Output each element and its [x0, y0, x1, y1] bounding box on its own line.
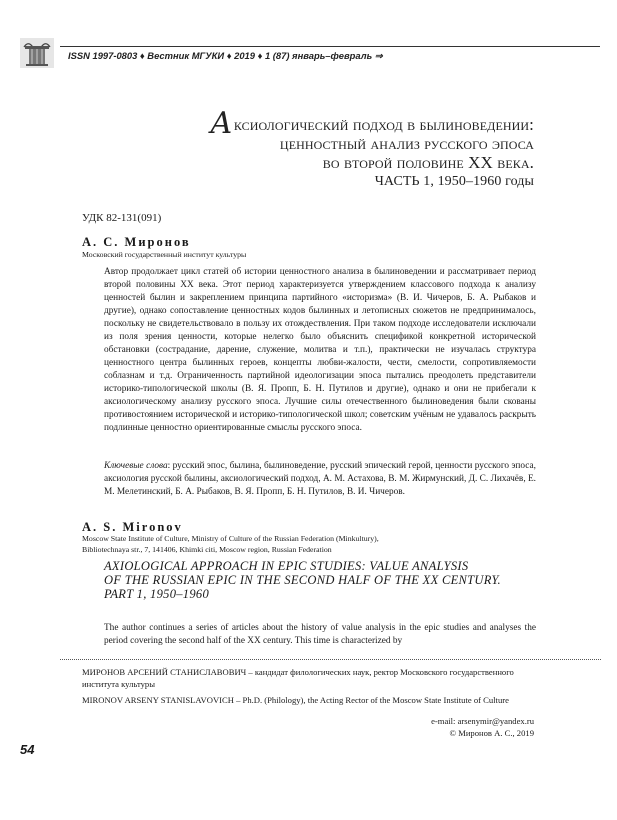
- affiliation-en-line-1: Moscow State Institute of Culture, Ministry of Culture of the Russian Federation (Minkultury),: [82, 534, 379, 543]
- column-capital-icon: [20, 38, 54, 68]
- keywords: [104, 460, 536, 499]
- author-name-ru: А. С. Миронов: [82, 235, 191, 249]
- page-number: 54: [20, 742, 35, 757]
- affiliation-en: [82, 534, 532, 555]
- title-initial: А: [210, 106, 233, 141]
- keywords-label: Ключевые слова: [104, 461, 168, 471]
- affiliation-en-line-2: Bibliotechnaya str., 7, 141406, Khimki citi, Moscow region, Russian Federation: [82, 544, 332, 554]
- keywords-text: : русский эпос, былина, былиноведение, русский эпический герой, ценности русского эпоса, аксиология русской былины, аксиологический подход, А. М. Астахова, В. М. Жирмунский, Д. С. Лихачёв, Е. М. Мелетинский, Б. А. Рыбаков, В. Я. Пропп, Б. Н. Путилов, В. И. Чичеров.: [104, 461, 536, 497]
- title-en-line-3: PART 1, 1950–1960: [104, 587, 209, 601]
- abstract-en: The author continues a series of articles about the history of value analysis in the epic studies and analyses the period covering the second half of the XX century. This time is characterized by: [104, 623, 536, 646]
- article-title-en: [104, 559, 544, 601]
- author-email: e-mail: arsenymir@yandex.ru: [431, 716, 534, 726]
- copyright: © Миронов А. С., 2019: [449, 728, 534, 738]
- author-info-ru: МИРОНОВ АРСЕНИЙ СТАНИСЛАВОВИЧ – кандидат филологических наук, ректор Московского государственного института культуры: [82, 667, 514, 689]
- author-name-en: A. S. Mironov: [82, 520, 183, 534]
- title-line-4: ЧАСТЬ 1, 1950–1960 годы: [374, 174, 534, 189]
- author-info-en: MIRONOV ARSENY STANISLAVOVICH – Ph.D. (Philology), the Acting Rector of the Moscow State Institute of Culture: [82, 695, 509, 705]
- udk-code: УДК 82-131(091): [82, 212, 162, 224]
- journal-header: ISSN 1997-0803 ♦ Вестник МГУКИ ♦ 2019 ♦ 1 (87) январь–февраль ⇒: [68, 50, 383, 61]
- title-en-line-1: AXIOLOGICAL APPROACH IN EPIC STUDIES: VALUE ANALYSIS: [104, 559, 469, 573]
- footnote-divider: [60, 659, 601, 660]
- title-line-1: ксиологический подход в былиноведении:: [233, 115, 534, 134]
- title-line-2: ценностный анализ русского эпоса: [279, 134, 534, 153]
- affiliation-ru: Московский государственный институт культуры: [82, 250, 247, 259]
- title-en-line-2: OF THE RUSSIAN EPIC IN THE SECOND HALF OF THE XX CENTURY.: [104, 573, 501, 587]
- abstract-ru: Автор продолжает цикл статей об истории ценностного анализа в былиноведении и рассматривает период второй половины XX века. Этот период характеризуется утверждением классового подхода к анализу ценностей былин и закреплением принципа партийного «историзма» (В. И. Чичеров, Б. А. Рыбаков и другие), однако сопоставление ценностных кодов былинных и летописных сюжетов не предпринималось, поскольку не свидетельствовало в пользу их отождествления. При таком подходе исследователи исключали из поля зрения ценности, которые нелегко было объяснить спецификой конкретной исторической обстановки (сострадание, дарение, служение, молитва и т.п.), практически не изучалась структура ценностного центра былинных героев, концепты любви-жалости, чести, смелости, сопротивляемости соблазнам и т.д. Ограниченность партийной идеологизации эпоса пытались преодолеть представители историко-типологической школы (В. Я. Пропп, Б. Н. Путилов и другие), однако и они не прибегали к аксиологическому анализу русского эпоса. Лучшие силы отечественного былиноведения были скованы противостоянием исторической и историко-типологической школ; советским учёным не удавалось раскрыть подлинные ценностно ориентированные смыслы русского эпоса.: [104, 267, 536, 433]
- article-title: [210, 106, 534, 191]
- header-rule: [60, 46, 600, 47]
- title-line-3: во второй половине XX века.: [322, 153, 534, 172]
